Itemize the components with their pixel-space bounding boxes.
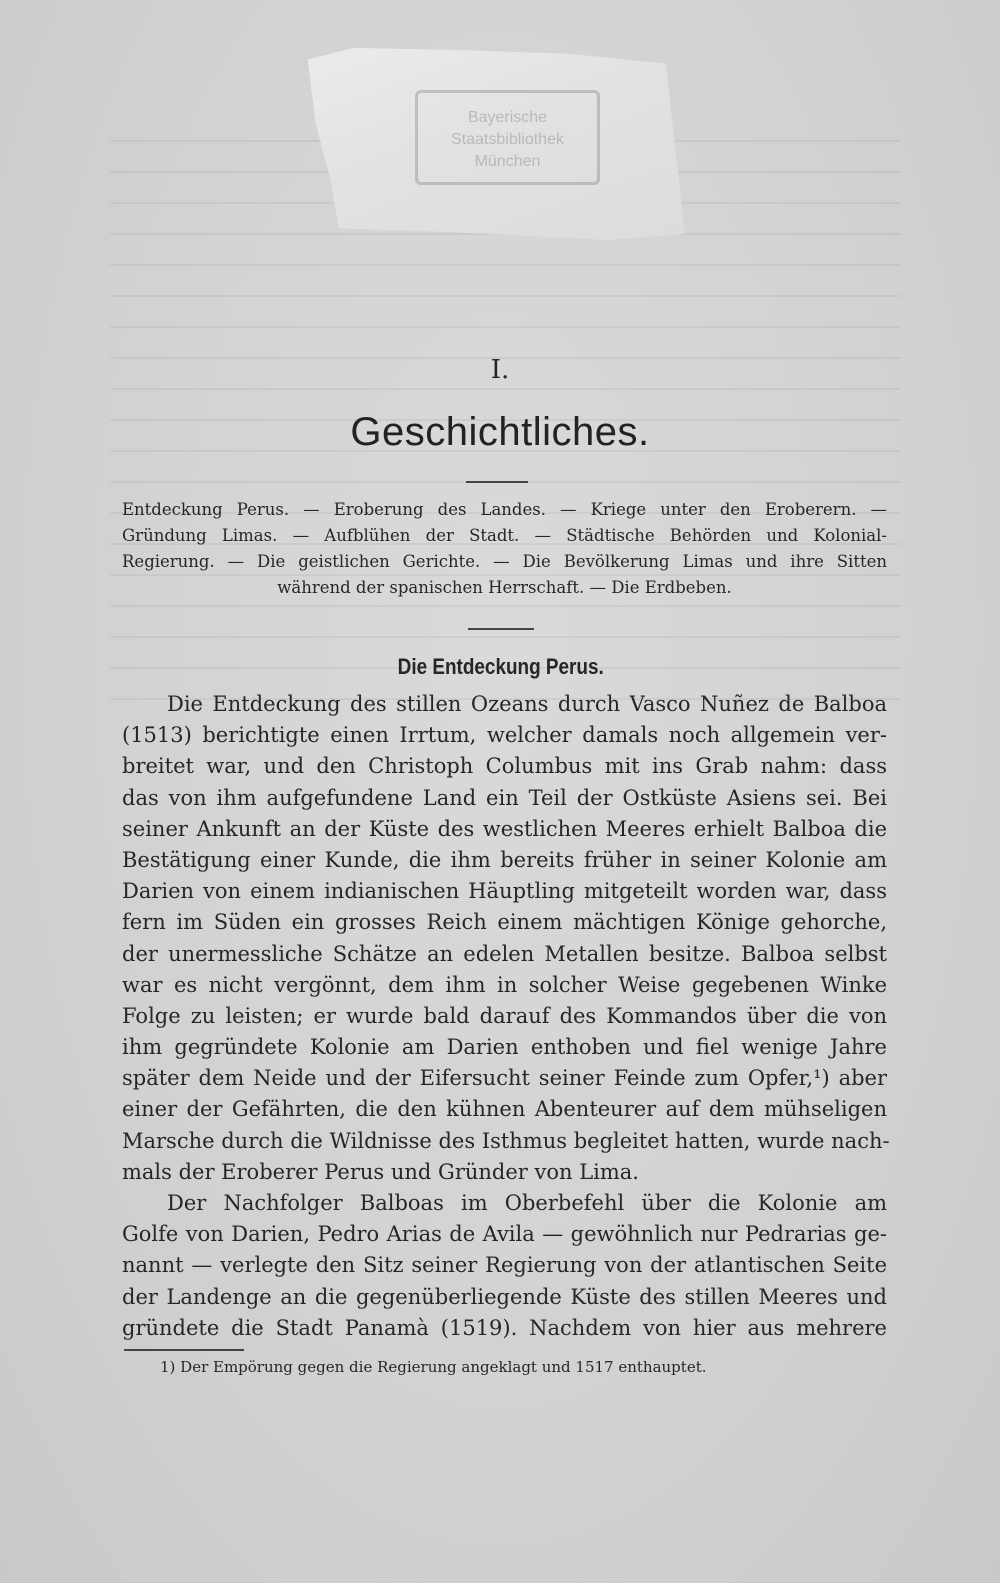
- body-line: (1513) berichtigte einen Irrtum, welcher damals noch allgemein ver-: [122, 723, 887, 748]
- body-line: Bestätigung einer Kunde, die ihm bereits früher in seiner Kolonie am: [122, 847, 887, 872]
- summary-line: Gründung Limas. — Aufblühen der Stadt. — Städtische Behörden und Kolonial-: [122, 526, 887, 545]
- summary-line: während der spanischen Herrschaft. — Die Erdbeben.: [277, 578, 732, 597]
- body-line: Die Entdeckung des stillen Ozeans durch Vasco Nuñez de Balboa: [167, 692, 887, 716]
- footnote-rule: [124, 1349, 244, 1351]
- body-line: der unermessliche Schätze an edelen Metallen besitze. Balboa selbst: [122, 941, 887, 966]
- body-line: Marsche durch die Wildnisse des Isthmus begleitet hatten, wurde nach-: [122, 1128, 890, 1153]
- body-line: nannt — verlegte den Sitz seiner Regierung von der atlantischen Seite: [122, 1253, 887, 1278]
- body-line: Der Nachfolger Balboas im Oberbefehl über die Kolonie am: [167, 1191, 887, 1215]
- body-line: später dem Neide und der Eifersucht seiner Feinde zum Opfer,¹) aber: [122, 1066, 887, 1091]
- body-line: fern im Süden ein grosses Reich einem mächtigen Könige gehorche,: [122, 910, 887, 935]
- body-line: Darien von einem indianischen Häuptling mitgeteilt worden war, dass: [122, 879, 887, 904]
- body-line: gründete die Stadt Panamà (1519). Nachdem von hier aus mehrere: [122, 1315, 887, 1340]
- divider-top: [466, 481, 528, 483]
- body-line: das von ihm aufgefundene Land ein Teil der Ostküste Asiens sei. Bei: [122, 785, 887, 810]
- stamp-line-3: München: [474, 153, 541, 170]
- stamp-line-2: Staatsbibliothek: [451, 131, 564, 148]
- body-line: einer der Gefährten, die den kühnen Abenteurer auf dem mühseligen: [122, 1097, 887, 1122]
- body-line: seiner Ankunft an der Küste des westlichen Meeres erhielt Balboa die: [122, 816, 887, 841]
- stamp-line-1: Bayerische: [467, 109, 548, 126]
- body-line: der Landenge an die gegenüberliegende Küste des stillen Meeres und: [122, 1284, 887, 1309]
- summary-line: Regierung. — Die geistlichen Gerichte. — Die Bevölkerung Limas und ihre Sitten: [122, 552, 887, 571]
- divider-middle: [468, 628, 534, 630]
- section-heading: Die Entdeckung Perus.: [397, 654, 604, 679]
- body-text: [122, 689, 890, 1344]
- chapter-summary: [122, 497, 887, 601]
- body-line: war es nicht vergönnt, dem ihm in solcher Weise gegebenen Winke: [122, 972, 887, 997]
- body-line: breitet war, und den Christoph Columbus mit ins Grab nahm: dass: [122, 754, 887, 779]
- summary-line: Entdeckung Perus. — Eroberung des Landes. — Kriege unter den Eroberern. —: [122, 500, 887, 519]
- library-stamp: [415, 90, 600, 185]
- chapter-title: Geschichtliches.: [350, 410, 650, 454]
- body-line: Folge zu leisten; er wurde bald darauf des Kommandos über die von: [122, 1003, 887, 1028]
- chapter-numeral: I.: [490, 355, 510, 385]
- body-line: mals der Eroberer Perus und Gründer von Lima.: [122, 1159, 639, 1184]
- body-line: Golfe von Darien, Pedro Arias de Avila — gewöhnlich nur Pedrarias ge-: [122, 1222, 887, 1247]
- footnote: 1) Der Empörung gegen die Regierung angeklagt und 1517 enthauptet.: [160, 1358, 707, 1376]
- body-line: ihm gegründete Kolonie am Darien enthoben und fiel wenige Jahre: [122, 1035, 887, 1060]
